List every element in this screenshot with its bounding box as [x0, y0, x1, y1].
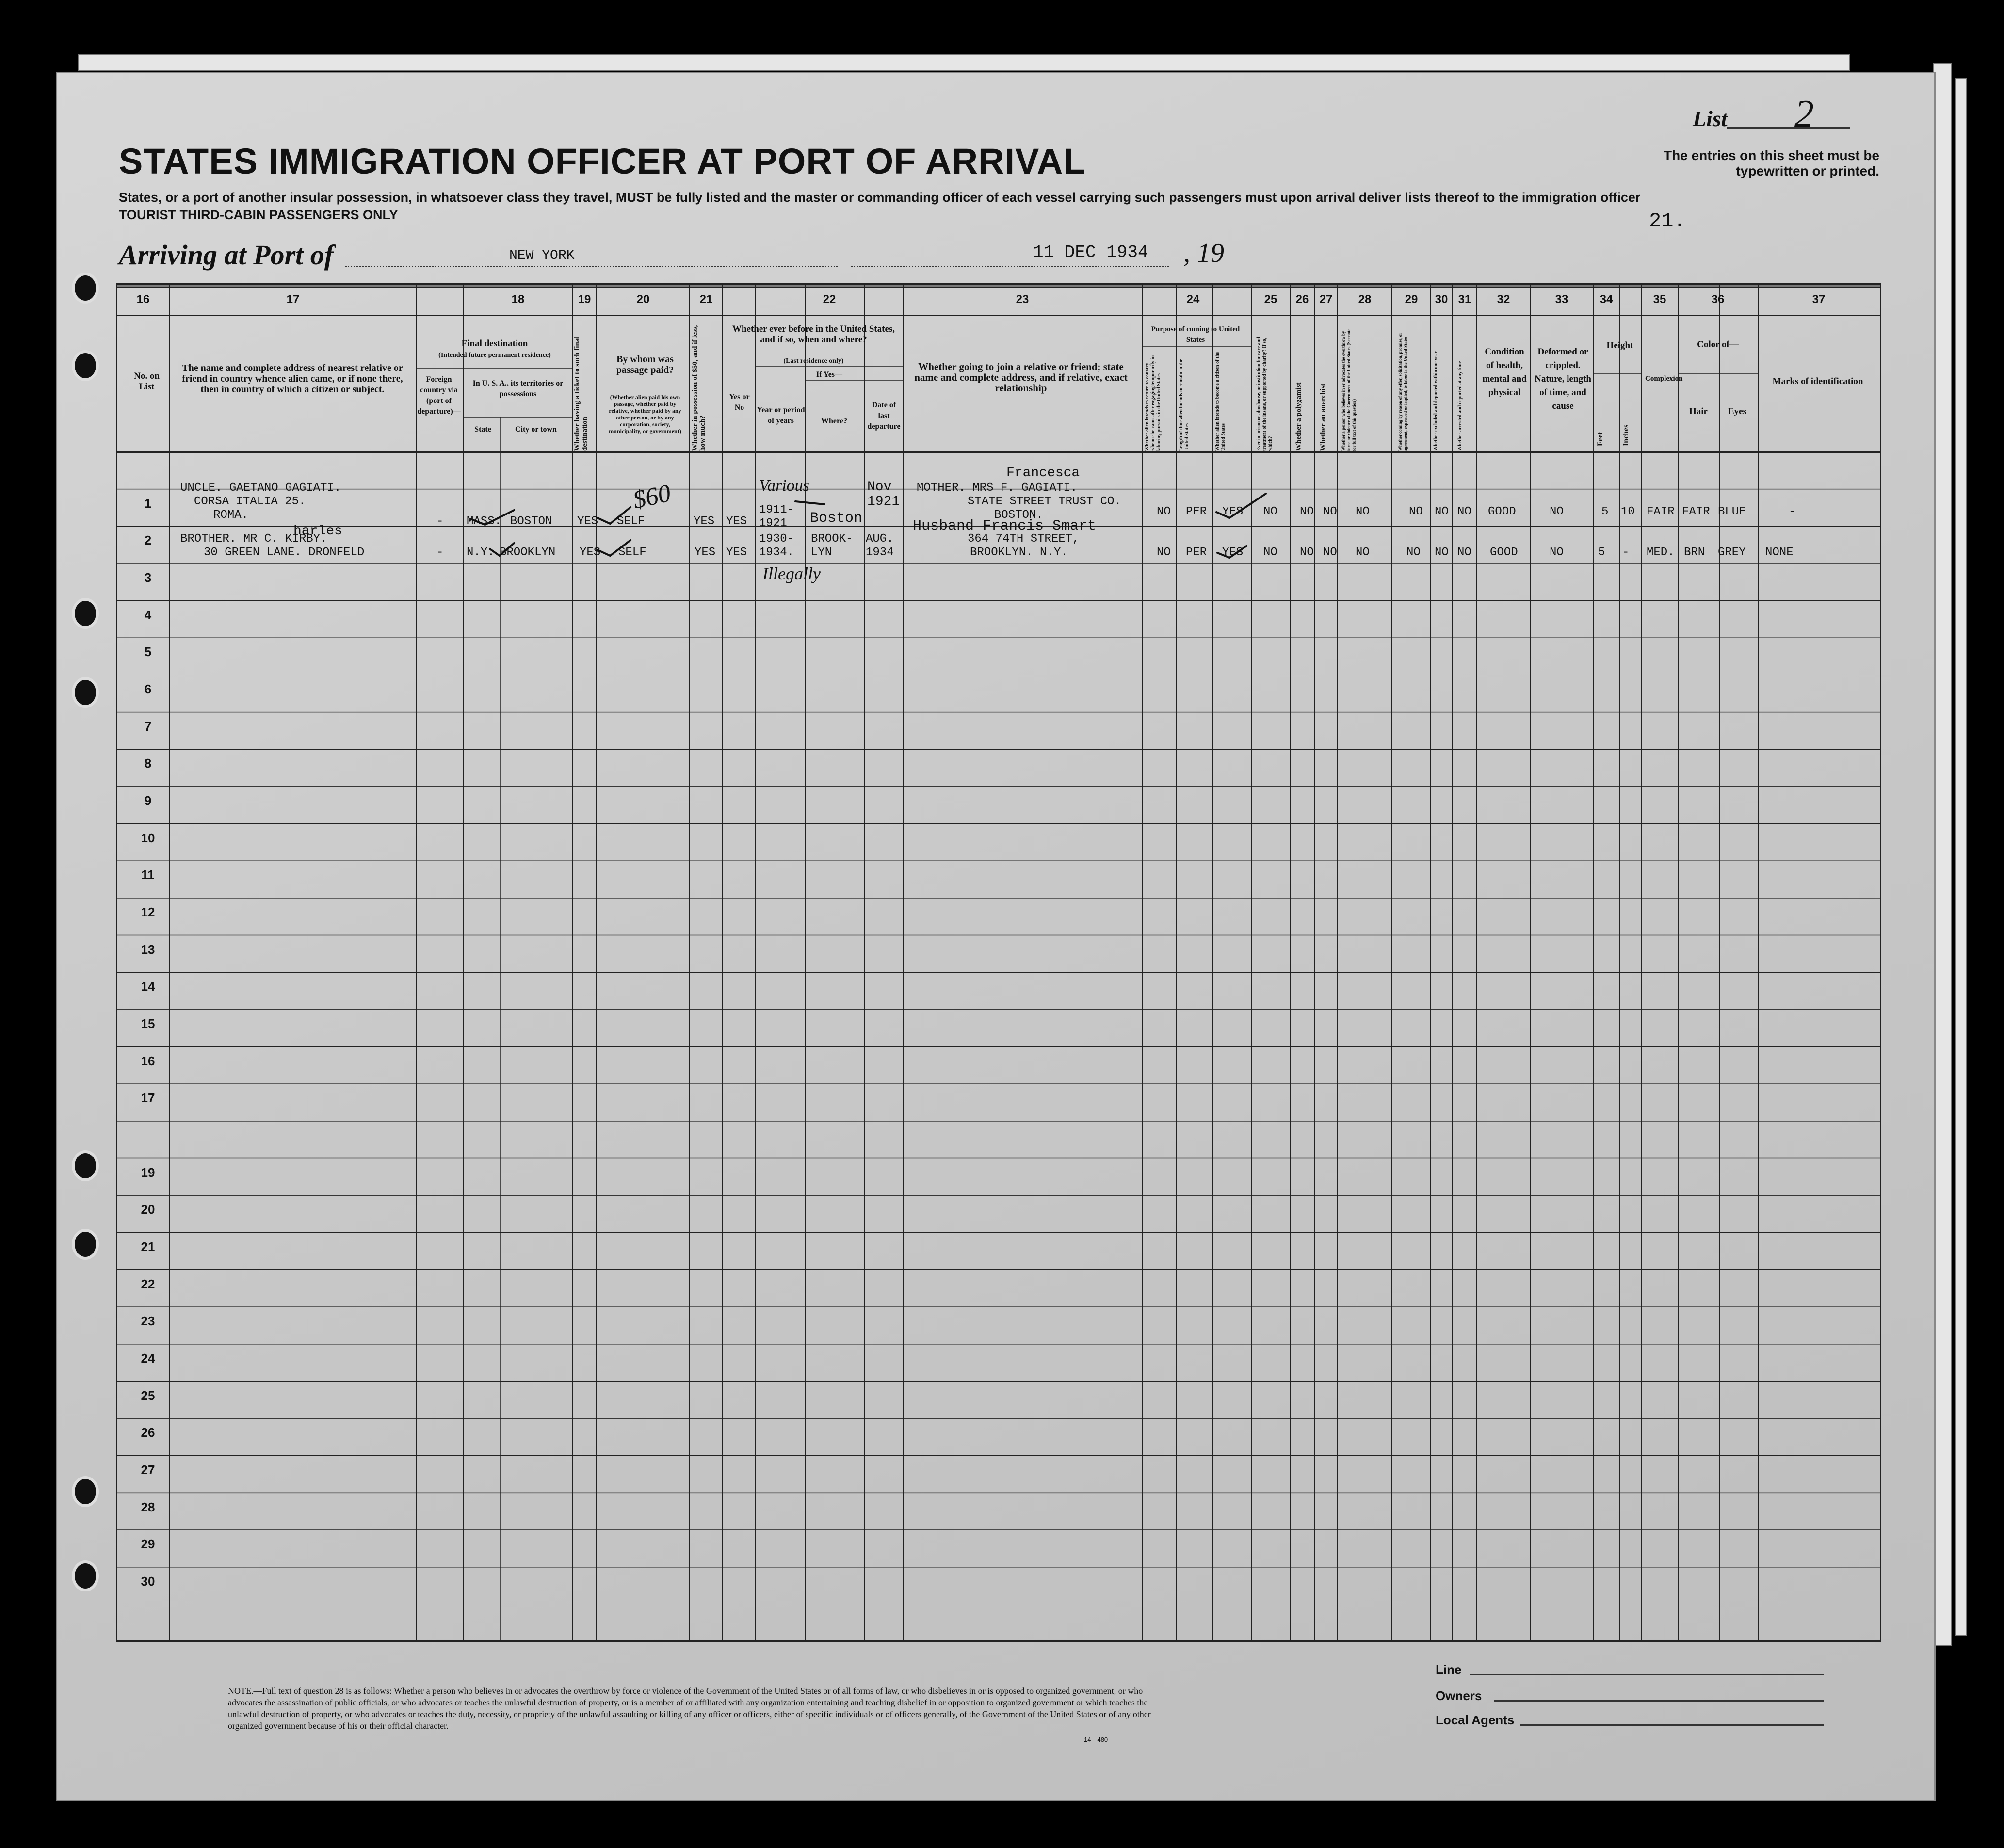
row-1-deformed: NO — [1550, 505, 1564, 518]
column-number: 17 — [286, 293, 300, 306]
header-before-sub: (Last residence only) — [783, 357, 844, 365]
form-title: STATES IMMIGRATION OFFICER AT PORT OF ARRIVAL — [119, 141, 1086, 181]
row-1-q30: NO — [1435, 505, 1449, 518]
row-2-before: YES — [726, 546, 747, 559]
strike-mark — [795, 501, 824, 504]
row-2-years: 1930-1934. — [759, 532, 794, 559]
row-number: 16 — [141, 1053, 155, 1068]
column-number: 22 — [823, 293, 836, 306]
header-joining: Whether going to join a relative or friend; state name and complete address, and if relative, exact relationship — [914, 361, 1128, 394]
row-2-join-2: BROOKLYN. N.Y. — [970, 546, 1068, 559]
agents-field — [1520, 1724, 1824, 1726]
line-label: Line — [1436, 1662, 1462, 1677]
row-number: 26 — [141, 1425, 155, 1440]
column-number: 36 — [1711, 293, 1725, 306]
row-number: 5 — [144, 644, 152, 659]
header-condition: Condition of health, mental and physical — [1482, 347, 1527, 398]
check-mark — [490, 543, 514, 556]
column-number: 26 — [1295, 293, 1309, 306]
row-1-inches: 10 — [1621, 505, 1635, 518]
arriving-label: Arriving at Port of — [119, 239, 334, 271]
row-2-ticket: YES — [580, 546, 601, 559]
header-relative-abroad: The name and complete address of nearest relative or friend in country whence alien came, or if none there, then in country of which a citizen or subject. — [182, 363, 403, 395]
row-number: 29 — [141, 1537, 155, 1552]
column-number: 28 — [1358, 293, 1372, 306]
question-28-note: NOTE.—Full text of question 28 is as follows: Whether a person who believes in or advocates the overthrow by force or violence of the Government of the United States or of all forms of law, or who disbelieves in or is opposed to organized government, or who advocates the assassination of public officials, or who advocates or teaches the unlawful destruction of property, or is a member of or affiliated with any organization entertaining and teaching disbelief in or opposition to organized government or which teaches the unlawful destruction of property, or who advocates or teaches the duty, necessity, or propriety of the unlawful assaulting or killing of any officer or officers, either of specific individuals or of officers generally, of the Government of the United States or of any other organized government because of his or their official character. — [228, 1686, 1151, 1731]
row-1-citizen: YES — [1222, 505, 1244, 518]
row-1-paid-amount: $60 — [630, 479, 674, 514]
row-2-citizen: YES — [1222, 546, 1244, 559]
header-purpose-citizen: Whether alien intends to become a citizen of the United States — [1215, 352, 1226, 451]
header-before-in-us: Whether ever before in the United States, and if so, when and where? — [732, 324, 895, 345]
header-inches: Inches — [1622, 424, 1630, 446]
row-1-return: NO — [1157, 505, 1171, 518]
row-2-q29: NO — [1406, 546, 1421, 559]
arrival-date: 11 DEC 1934 — [1033, 242, 1148, 262]
column-number: 23 — [1016, 293, 1029, 306]
row-2-foreign: - — [436, 546, 444, 559]
row-1-complexion: FAIR — [1647, 505, 1675, 518]
row-1-polygamist: NO — [1300, 505, 1314, 518]
header-yes-or-no: Yes or No — [729, 393, 750, 412]
check-mark — [598, 507, 630, 524]
row-1-length: PER — [1186, 505, 1207, 518]
row-1-q31: NO — [1457, 505, 1471, 518]
row-number: 3 — [144, 570, 152, 585]
column-number: 21 — [699, 293, 713, 306]
row-2-relative-1: BROTHER. MR C. KIRBY. — [180, 532, 327, 546]
owners-field — [1494, 1700, 1824, 1702]
row-1-city: BOSTON — [510, 515, 552, 528]
header-purpose-return: Whether alien intends to return to country whence he came after engaging temporarily in laboring pursuits in the United States — [1145, 355, 1162, 451]
column-number: 16 — [136, 293, 150, 306]
row-2-inches: - — [1622, 546, 1630, 559]
row-number: 9 — [144, 793, 152, 808]
row-1-before: YES — [726, 515, 747, 528]
column-number: 30 — [1435, 293, 1448, 306]
entries-note: The entries on this sheet must be typewritten or printed. — [1664, 148, 1879, 178]
row-2-condition: GOOD — [1490, 546, 1518, 559]
header-final-destination: Final destination — [461, 338, 528, 349]
row-1-join-3: BOSTON. — [994, 509, 1043, 522]
row-2-feet: 5 — [1598, 546, 1605, 559]
row-number: 23 — [141, 1314, 155, 1329]
row-2-deformed: NO — [1550, 546, 1564, 559]
row-2-q31: NO — [1457, 546, 1471, 559]
year-label: , 19 — [1183, 238, 1224, 268]
header-foreign-country: Foreign country via (port of departure)— — [417, 375, 461, 416]
row-number: 17 — [141, 1091, 155, 1106]
row-2-length: PER — [1186, 546, 1207, 559]
header-year-period: Year or period of years — [757, 406, 805, 425]
column-number: 35 — [1653, 293, 1666, 306]
row-number: 8 — [144, 756, 152, 771]
header-deformed: Deformed or crippled. Nature, length of time, and cause — [1535, 347, 1591, 411]
row-number: 20 — [141, 1202, 155, 1217]
row-2-hair: BRN — [1684, 546, 1705, 559]
header-in-usa: In U. S. A., its territories or possessions — [472, 379, 564, 398]
row-1-ticket: YES — [577, 515, 598, 528]
header-purpose-length: Length of time alien intends to remain in the United States — [1179, 359, 1190, 451]
column-number: 29 — [1405, 293, 1418, 306]
column-number: 27 — [1319, 293, 1333, 306]
header-passage-paid: By whom was passage paid? — [616, 354, 674, 375]
column-number: 37 — [1812, 293, 1826, 306]
row-1-relative-1: UNCLE. GAETANO GAGIATI. — [180, 482, 341, 495]
row-number: 24 — [141, 1350, 155, 1366]
row-1-join-2: STATE STREET TRUST CO. — [968, 495, 1121, 508]
check-mark — [598, 540, 630, 556]
check-mark — [1217, 546, 1246, 558]
row-2-return: NO — [1157, 546, 1171, 559]
row-number: 4 — [144, 607, 152, 622]
row-1-paid-by: SELF — [617, 515, 645, 528]
row-2-complexion: MED. — [1647, 546, 1675, 559]
local-agents-label: Local Agents — [1436, 1713, 1515, 1727]
row-1-anarchist: NO — [1323, 505, 1337, 518]
row-2-years-note: Illegally — [762, 564, 821, 583]
list-number: 2 — [1794, 93, 1814, 135]
row-1-prison: NO — [1263, 505, 1277, 518]
row-2-polygamist: NO — [1300, 546, 1314, 559]
row-2-relative-name: harles — [293, 524, 342, 539]
row-number: 19 — [141, 1165, 155, 1180]
row-1-relative-2: CORSA ITALIA 25. — [194, 495, 306, 508]
header-marks: Marks of identification — [1772, 376, 1863, 386]
row-2-where: BROOK-LYN — [811, 532, 853, 559]
form-instruction: States, or a port of another insular possession, in whatsoever class they travel, MUST be fully listed and the master or commanding officer of each vessel carrying such passengers must upon arrival deliver lists thereof to the immigration officer — [119, 190, 1641, 205]
list-label: List — [1693, 106, 1728, 131]
header-eyes: Eyes — [1728, 406, 1746, 417]
check-mark — [1216, 494, 1266, 518]
row-2-eyes: GREY — [1718, 546, 1746, 559]
header-color-of: Color of— — [1697, 339, 1739, 350]
row-2-anarchist: NO — [1323, 546, 1337, 559]
row-number: 28 — [141, 1499, 155, 1514]
row-2-prison: NO — [1263, 546, 1277, 559]
header-q28: Whether a person who believes in or advocates the overthrow by force or violence of the Government of the United States (See note for full text of this question) — [1341, 328, 1357, 451]
row-1-relative-3: ROMA. — [213, 509, 249, 522]
row-number: 11 — [141, 868, 155, 883]
row-number: 22 — [141, 1276, 155, 1291]
column-number: 25 — [1264, 293, 1277, 306]
check-mark — [470, 510, 514, 525]
header-anarchist: Whether an anarchist — [1319, 383, 1327, 451]
row-1-years: 1911-1921 — [759, 503, 794, 530]
line-field — [1470, 1674, 1824, 1675]
row-1-where: Boston — [810, 510, 863, 527]
row-1-feet: 5 — [1601, 505, 1609, 518]
row-1-foreign: - — [436, 515, 444, 528]
row-1-marks: - — [1789, 505, 1796, 518]
header-ticket: Whether having a ticket to such final destination — [573, 336, 589, 451]
header-where: Where? — [821, 417, 847, 425]
row-2-departure: AUG. 1934 — [866, 532, 894, 559]
header-feet: Feet — [1596, 432, 1604, 446]
row-1-join-1: MOTHER. MRS F. GAGIATI. — [917, 482, 1078, 495]
column-number: 18 — [511, 293, 525, 306]
header-state: State — [474, 425, 491, 434]
header-q30: Whether excluded and deported within one year — [1433, 351, 1438, 451]
row-number: 27 — [141, 1462, 155, 1477]
class-note: TOURIST THIRD-CABIN PASSENGERS ONLY — [119, 208, 398, 222]
row-number: 10 — [141, 830, 155, 845]
header-complexion: Complexion — [1645, 375, 1683, 383]
header-if-yes: If Yes— — [816, 370, 843, 379]
column-number: 32 — [1497, 293, 1510, 306]
header-polygamist: Whether a polygamist — [1295, 382, 1303, 451]
header-q29: Whether coming by reason of any offer, solicitation, promise, or agreement, expressed or implied, to labor in the United States — [1398, 333, 1408, 451]
row-1-q29: NO — [1409, 505, 1423, 518]
row-1-money: YES — [694, 515, 715, 528]
row-number: 2 — [144, 533, 152, 548]
row-1-hair: FAIR — [1682, 505, 1710, 518]
row-number: 30 — [141, 1574, 155, 1589]
column-number: 19 — [578, 293, 591, 306]
form-number: 14—480 — [1084, 1736, 1108, 1743]
row-2-city: BROOKLYN — [500, 546, 556, 559]
row-number: 15 — [141, 1016, 155, 1031]
column-number: 34 — [1600, 293, 1613, 306]
column-number: 33 — [1555, 293, 1568, 306]
row-1-eyes: BLUE — [1718, 505, 1746, 518]
header-city: City or town — [515, 425, 557, 434]
row-number: 6 — [144, 682, 152, 697]
header-money: Whether in possession of $50, and if less, how much? — [691, 325, 707, 451]
row-2-paid-by: SELF — [618, 546, 646, 559]
row-number: 13 — [141, 942, 155, 957]
row-number: 1 — [144, 496, 152, 511]
owners-label: Owners — [1436, 1688, 1482, 1703]
row-1-condition: GOOD — [1488, 505, 1516, 518]
header-height: Height — [1606, 340, 1633, 351]
header-purpose: Purpose of coming to United States — [1151, 325, 1240, 344]
header-no-on-list: No. on List — [134, 371, 160, 392]
row-1-q28: NO — [1356, 505, 1370, 518]
header-date-departure: Date of last departure — [867, 401, 901, 431]
column-number: 24 — [1186, 293, 1200, 306]
row-number: 14 — [141, 979, 155, 994]
row-2-join-name: Husband Francis Smart — [913, 518, 1097, 534]
column-number: 20 — [636, 293, 650, 306]
header-hair: Hair — [1689, 406, 1708, 417]
row-1-years-note: Various — [759, 477, 809, 495]
row-2-q30: NO — [1435, 546, 1449, 559]
row-number: 12 — [141, 905, 155, 920]
row-number: 21 — [141, 1239, 155, 1254]
row-number: 25 — [141, 1388, 155, 1403]
row-number: 7 — [144, 719, 152, 734]
header-final-destination-sub: (Intended future permanent residence) — [438, 352, 551, 359]
row-2-state: N.Y. — [467, 546, 495, 559]
column-number: 31 — [1458, 293, 1471, 306]
row-2-money: YES — [695, 546, 716, 559]
row-1-join-name: Francesca — [1006, 466, 1080, 481]
row-1-state: MASS. — [467, 515, 502, 528]
row-2-marks: NONE — [1765, 546, 1794, 559]
sheet-number: 21. — [1649, 209, 1686, 233]
row-2-q28: NO — [1356, 546, 1370, 559]
header-prison: Ever in prison or almshouse, or institution for care and treatment of the insane, or supported by charity? If so, which? — [1256, 337, 1273, 451]
row-2-join-1: 364 74TH STREET, — [968, 532, 1080, 546]
header-passage-sub: (Whether alien paid his own passage, whether paid by relative, whether paid by any other person, or by any corporation, society, municipality, or government) — [609, 394, 681, 434]
header-q31: Whether arrested and deported at any time — [1457, 361, 1463, 451]
row-1-departure: Nov 1921 — [867, 480, 900, 509]
port-of-arrival: NEW YORK — [509, 248, 575, 263]
row-2-relative-2: 30 GREEN LANE. DRONFELD — [204, 546, 365, 559]
